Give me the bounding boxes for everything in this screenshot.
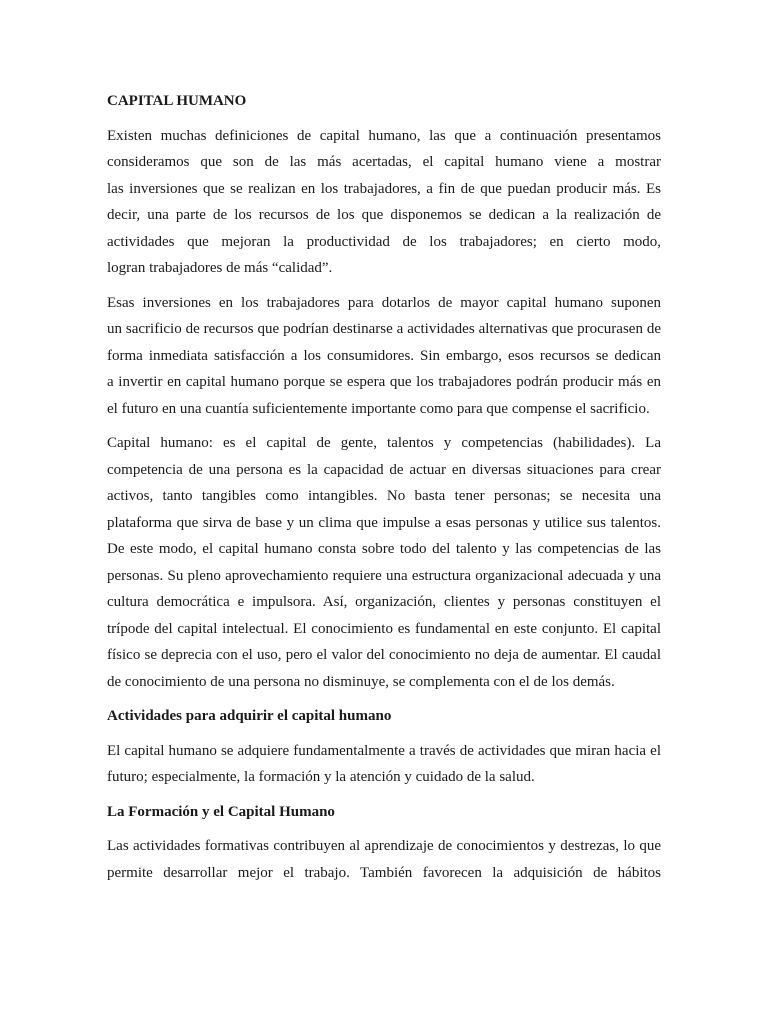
text-line: actividades que mejoran la productividad de los trabajadores; en cierto modo,	[107, 233, 661, 250]
text-line: consideramos que son de las más acertadas, el capital humano viene a mostrar	[107, 154, 661, 170]
text-line: personas. Su pleno aprovechamiento requiere una estructura organizacional adecuada y una	[107, 567, 661, 584]
text-line: a invertir en capital humano porque se espera que los trabajadores podrán producir más en	[107, 374, 661, 390]
document-title: CAPITAL HUMANO	[107, 93, 247, 109]
text-line: permite desarrollar mejor el trabajo. También favorecen la adquisición de hábitos	[107, 864, 661, 881]
text-line: activos, tanto tangibles como intangibles. No basta tener personas; se necesita una	[107, 488, 661, 504]
paragraph-activities	[107, 738, 661, 791]
document-page	[107, 88, 661, 894]
paragraph-definitions	[107, 123, 661, 282]
text-line: Existen muchas definiciones de capital humano, las que a continuación presentamos	[107, 127, 661, 144]
text-line: cultura democrática e impulsora. Así, organización, clientes y personas constituyen el	[107, 594, 661, 610]
text-line: competencia de una persona es la capacidad de actuar en diversas situaciones para crear	[107, 461, 661, 478]
section-heading-activities: Actividades para adquirir el capital humano	[107, 708, 392, 724]
text-line: futuro; especialmente, la formación y la atención y cuidado de la salud.	[107, 769, 535, 785]
text-line: trípode del capital intelectual. El conocimiento es fundamental en este conjunto. El capital	[107, 620, 661, 637]
text-line: de conocimiento de una persona no disminuye, se complementa con el de los demás.	[107, 673, 615, 690]
text-line: un sacrificio de recursos que podrían destinarse a actividades alternativas que procurasen de	[107, 321, 661, 337]
section-heading-formation: La Formación y el Capital Humano	[107, 803, 335, 820]
text-line: decir, una parte de los recursos de los que disponemos se dedican a la realización de	[107, 207, 661, 223]
paragraph-capital-definition	[107, 430, 661, 695]
text-line: forma inmediata satisfacción a los consumidores. Sin embargo, esos recursos se dedican	[107, 347, 661, 364]
text-line: las inversiones que se realizan en los trabajadores, a fin de que puedan producir más. Es	[107, 180, 661, 197]
paragraph-formation	[107, 833, 661, 886]
paragraph-investments	[107, 290, 661, 423]
text-line: físico se deprecia con el uso, pero el valor del conocimiento no deja de aumentar. El caudal	[107, 647, 661, 663]
text-line: logran trabajadores de más “calidad”.	[107, 260, 333, 276]
text-line: plataforma que sirva de base y un clima que impulse a esas personas y utilice sus talentos.	[107, 514, 661, 531]
text-line: El capital humano se adquiere fundamentalmente a través de actividades que miran hacia el	[107, 742, 661, 759]
text-line: De este modo, el capital humano consta sobre todo del talento y las competencias de las	[107, 541, 661, 557]
text-line: Capital humano: es el capital de gente, talentos y competencias (habilidades). La	[107, 435, 661, 451]
text-line: el futuro en una cuantía suficientemente importante como para que compense el sacrificio.	[107, 400, 650, 417]
text-line: Las actividades formativas contribuyen al aprendizaje de conocimientos y destrezas, lo que	[107, 838, 661, 854]
text-line: Esas inversiones en los trabajadores para dotarlos de mayor capital humano suponen	[107, 294, 661, 311]
